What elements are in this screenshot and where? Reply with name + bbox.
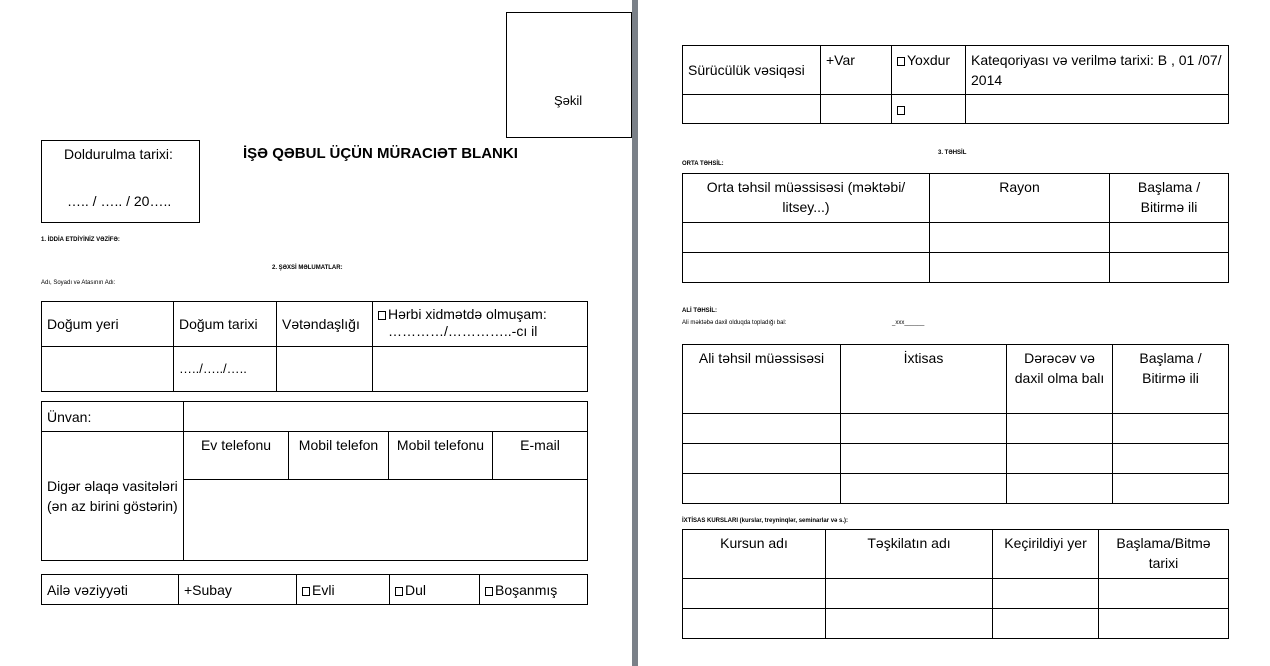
higher-cell[interactable] [1113, 444, 1229, 474]
divorced-label: Boşanmış [495, 581, 558, 598]
higher-cell[interactable] [841, 414, 1007, 444]
license-no[interactable] [892, 46, 966, 95]
higher-score-label: Ali məktəbə daxil olduqda topladığı bal: [682, 320, 787, 326]
email-header: E-mail [493, 432, 588, 480]
photo-label: Şəkil [554, 93, 583, 108]
organization-header: Təşkilatın adı [826, 530, 993, 579]
higher-cell[interactable] [1113, 414, 1229, 444]
higher-education-table [682, 344, 1229, 504]
birth-place-value[interactable] [42, 347, 174, 392]
home-phone-header: Ev telefonu [184, 432, 289, 480]
license-row2-cell1[interactable] [683, 95, 821, 124]
address-value[interactable] [184, 402, 588, 432]
course-dates-header: Başlama/Bitmə tarixi [1099, 530, 1229, 579]
secondary-school-header: Orta təhsil müəssisəsi (məktəbi/ litsey...) [683, 174, 930, 223]
course-cell[interactable] [683, 609, 826, 639]
secondary-cell[interactable] [930, 223, 1110, 253]
secondary-district-header: Rayon [930, 174, 1110, 223]
license-row2-checkbox[interactable] [897, 106, 905, 115]
birth-table [41, 301, 588, 392]
family-option-married[interactable] [297, 575, 390, 605]
course-cell[interactable] [993, 579, 1099, 609]
name-label: Adı, Soyadı və Atasının Adı: [41, 280, 116, 286]
citizenship-header: Vətəndaşlığı [277, 302, 373, 347]
family-option-divorced[interactable] [480, 575, 588, 605]
military-years: …………/…………..-cı il [388, 323, 538, 339]
higher-cell[interactable] [1007, 474, 1113, 504]
course-cell[interactable] [683, 579, 826, 609]
military-checkbox[interactable] [378, 311, 386, 320]
widowed-label: Dul [405, 581, 427, 598]
contact-table [41, 401, 588, 561]
military-value[interactable] [373, 347, 588, 392]
higher-institution-header: Ali təhsil müəssisəsi [683, 345, 841, 414]
secondary-cell[interactable] [683, 253, 930, 283]
family-option-single[interactable]: +Subay [179, 575, 297, 605]
birth-place-header: Doğum yeri [42, 302, 174, 347]
secondary-cell[interactable] [683, 223, 930, 253]
contacts-value[interactable] [184, 480, 588, 561]
course-name-header: Kursun adı [683, 530, 826, 579]
photo-box [506, 12, 632, 138]
license-row2-cell3[interactable] [892, 95, 966, 124]
birth-date-header: Doğum tarixi [174, 302, 277, 347]
section-1-heading: 1. İDDİA ETDİYİNİZ VƏZİFƏ: [41, 237, 120, 243]
higher-cell[interactable] [683, 444, 841, 474]
higher-cell[interactable] [841, 474, 1007, 504]
family-status-label: Ailə vəziyyəti [42, 575, 179, 605]
higher-cell[interactable] [841, 444, 1007, 474]
section-3-heading: 3. TƏHSİL [938, 150, 967, 156]
license-no-label: Yoxdur [907, 52, 951, 68]
citizenship-value[interactable] [277, 347, 373, 392]
divorced-checkbox[interactable] [485, 587, 493, 596]
higher-cell[interactable] [683, 414, 841, 444]
higher-years-header: Başlama / Bitirmə ili [1113, 345, 1229, 414]
license-table [682, 45, 1229, 124]
fill-date-box [41, 140, 200, 223]
other-contacts-label: Digər əlaqə vasitələri (ən az birini göstərin) [42, 432, 184, 561]
right-page [638, 0, 1270, 666]
course-cell[interactable] [1099, 579, 1229, 609]
birth-date-value[interactable]: …../…../….. [174, 347, 277, 392]
courses-table [682, 529, 1229, 639]
left-page [0, 0, 632, 666]
mobile-phone-2-header: Mobil telefonu [389, 432, 493, 480]
section-2-heading: 2. ŞƏXSİ MƏLUMATLAR: [272, 265, 343, 271]
higher-cell[interactable] [1007, 444, 1113, 474]
higher-score-value: _xxx______ [892, 320, 925, 326]
secondary-cell[interactable] [1110, 253, 1229, 283]
family-option-widowed[interactable] [390, 575, 480, 605]
higher-cell[interactable] [683, 474, 841, 504]
fill-date-label: Doldurulma tarixi: [64, 146, 173, 162]
married-checkbox[interactable] [302, 587, 310, 596]
higher-cell[interactable] [1113, 474, 1229, 504]
license-no-checkbox[interactable] [897, 57, 905, 66]
family-table [41, 574, 588, 605]
higher-cell[interactable] [1007, 414, 1113, 444]
address-label: Ünvan: [42, 402, 184, 432]
secondary-cell[interactable] [1110, 223, 1229, 253]
higher-specialty-header: İxtisas [841, 345, 1007, 414]
courses-heading: İXTİSAS KURSLARI (kurslar, treyninqlər, seminarlar və s.): [682, 518, 849, 524]
license-label: Sürücülük vəsiqəsi [683, 46, 821, 95]
secondary-cell[interactable] [930, 253, 1110, 283]
license-category: Kateqoriyası və verilmə tarixi: B , 01 /07/ 2014 [966, 46, 1229, 95]
location-header: Keçirildiyi yer [993, 530, 1099, 579]
secondary-education-heading: ORTA TƏHSİL: [682, 161, 724, 167]
course-cell[interactable] [993, 609, 1099, 639]
license-row2-cell2[interactable] [821, 95, 892, 124]
secondary-years-header: Başlama / Bitirmə ili [1110, 174, 1229, 223]
license-yes[interactable]: +Var [821, 46, 892, 95]
married-label: Evli [312, 581, 335, 598]
higher-degree-header: Dərəcəv və daxil olma balı [1007, 345, 1113, 414]
higher-education-heading: ALİ TƏHSİL: [682, 308, 718, 314]
course-cell[interactable] [826, 609, 993, 639]
military-service-label: Hərbi xidmətdə olmuşam: [388, 306, 547, 322]
course-cell[interactable] [1099, 609, 1229, 639]
license-row2-cell4[interactable] [966, 95, 1229, 124]
widowed-checkbox[interactable] [395, 587, 403, 596]
fill-date-pattern: ….. / ….. / 20….. [67, 193, 172, 209]
secondary-education-table [682, 173, 1229, 283]
mobile-phone-header: Mobil telefon [289, 432, 389, 480]
form-title: İŞƏ QƏBUL ÜÇÜN MÜRACIƏT BLANKI [243, 145, 518, 162]
military-service-cell [373, 302, 588, 347]
course-cell[interactable] [826, 579, 993, 609]
